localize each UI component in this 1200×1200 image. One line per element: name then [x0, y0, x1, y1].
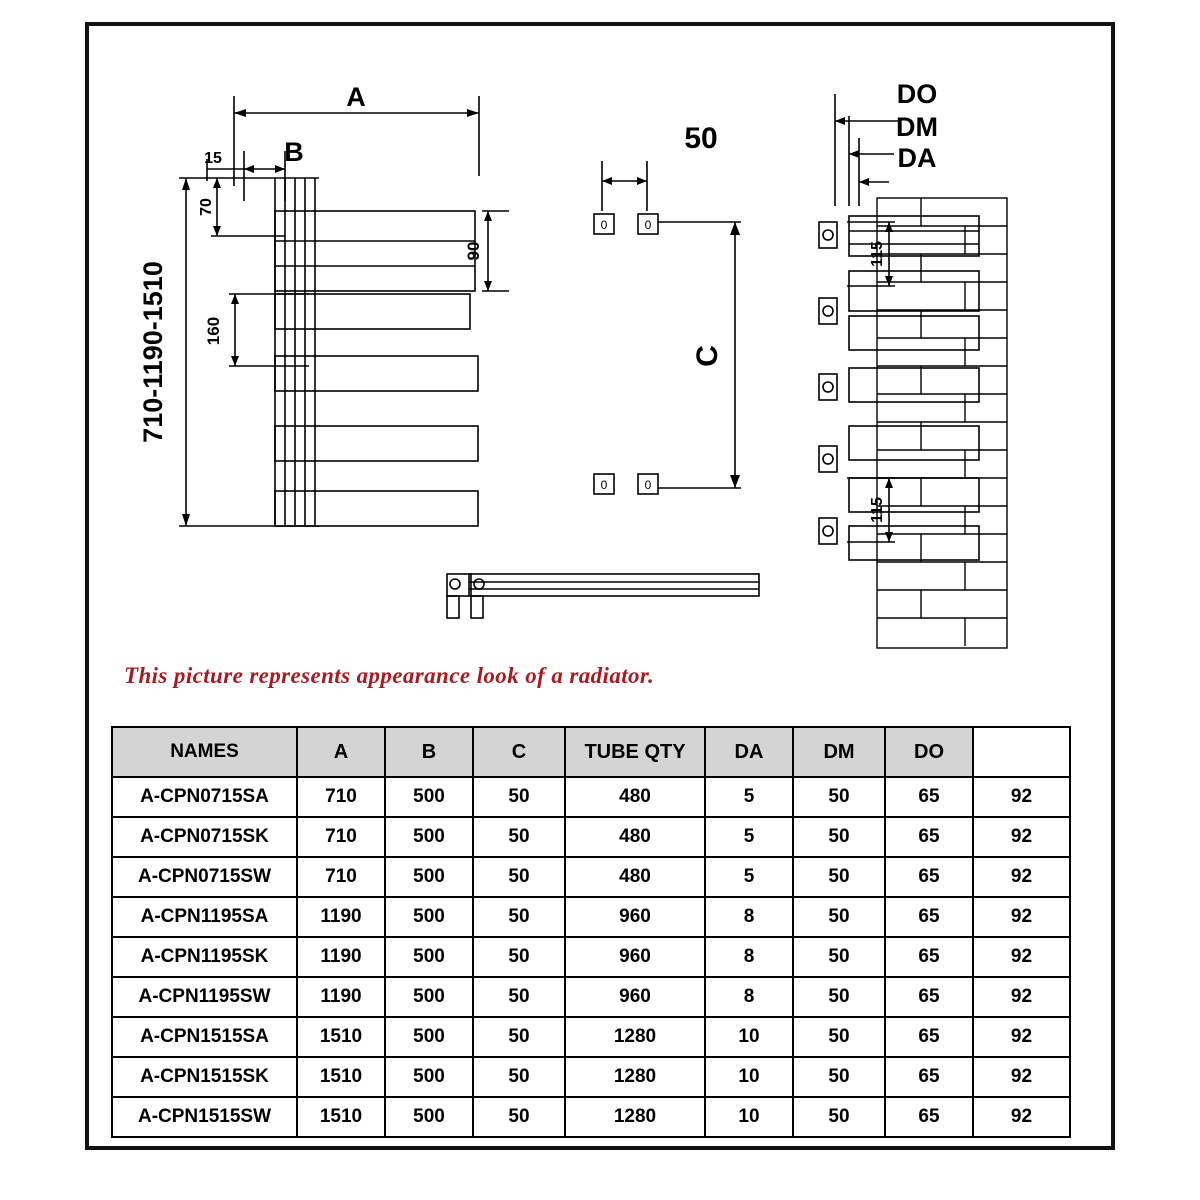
table-row — [112, 937, 1070, 977]
label-160: 160 — [204, 316, 223, 346]
cell-model: A-CPN0715SA — [112, 777, 297, 817]
cell-da: 50 — [793, 937, 885, 977]
cell-dm: 65 — [885, 1097, 973, 1137]
header-a: A — [297, 727, 385, 777]
cell-tube-qty: 8 — [705, 977, 793, 1017]
label-DO: DO — [896, 79, 938, 109]
cell-da: 50 — [793, 777, 885, 817]
cell-do: 92 — [973, 1057, 1070, 1097]
cell-da: 50 — [793, 1057, 885, 1097]
cell-b: 50 — [473, 1057, 565, 1097]
cell-model: A-CPN1515SK — [112, 1057, 297, 1097]
cell-dm: 65 — [885, 1057, 973, 1097]
cell-tube-qty: 5 — [705, 817, 793, 857]
table-row — [112, 817, 1070, 857]
label-DM: DM — [896, 112, 938, 142]
cell-height: 710 — [297, 777, 385, 817]
table-row — [112, 1097, 1070, 1137]
cell-model: A-CPN1195SK — [112, 937, 297, 977]
cell-a: 500 — [385, 937, 473, 977]
cell-height: 1190 — [297, 937, 385, 977]
cell-model: A-CPN1195SA — [112, 897, 297, 937]
bracket-zero-4: 0 — [644, 478, 652, 492]
cell-tube-qty: 10 — [705, 1097, 793, 1137]
cell-tube-qty: 8 — [705, 937, 793, 977]
table-header-row — [112, 727, 1070, 777]
cell-b: 50 — [473, 937, 565, 977]
cell-height: 1510 — [297, 1057, 385, 1097]
cell-model: A-CPN0715SK — [112, 817, 297, 857]
table-row — [112, 897, 1070, 937]
cell-b: 50 — [473, 977, 565, 1017]
cell-do: 92 — [973, 777, 1070, 817]
cell-a: 500 — [385, 777, 473, 817]
cell-do: 92 — [973, 897, 1070, 937]
label-15: 15 — [204, 150, 222, 167]
cell-a: 500 — [385, 1097, 473, 1137]
table-row — [112, 857, 1070, 897]
caption-text: This picture represents appearance look of a radiator. — [124, 663, 655, 688]
cell-c: 480 — [565, 777, 705, 817]
cell-tube-qty: 8 — [705, 897, 793, 937]
label-115-bottom: 115 — [869, 497, 886, 523]
header-dm: DM — [793, 727, 885, 777]
table-row — [112, 977, 1070, 1017]
cell-c: 1280 — [565, 1097, 705, 1137]
cell-c: 480 — [565, 857, 705, 897]
table-row — [112, 1017, 1070, 1057]
cell-da: 50 — [793, 1017, 885, 1057]
label-90: 90 — [464, 241, 483, 261]
cell-height: 710 — [297, 857, 385, 897]
bracket-zero-3: 0 — [600, 478, 608, 492]
cell-da: 50 — [793, 977, 885, 1017]
spec-table-wrapper — [111, 726, 1071, 1138]
label-70: 70 — [198, 198, 215, 216]
header-c: C — [473, 727, 565, 777]
cell-c: 960 — [565, 977, 705, 1017]
cell-c: 1280 — [565, 1057, 705, 1097]
cell-dm: 65 — [885, 937, 973, 977]
cell-a: 500 — [385, 897, 473, 937]
bracket-zero-2: 0 — [644, 218, 652, 232]
cell-c: 960 — [565, 897, 705, 937]
cell-do: 92 — [973, 817, 1070, 857]
cell-b: 50 — [473, 817, 565, 857]
header-tube-qty: TUBE QTY — [565, 727, 705, 777]
cell-c: 1280 — [565, 1017, 705, 1057]
cell-tube-qty: 10 — [705, 1057, 793, 1097]
cell-tube-qty: 10 — [705, 1017, 793, 1057]
cell-da: 50 — [793, 857, 885, 897]
cell-dm: 65 — [885, 1017, 973, 1057]
cell-a: 500 — [385, 817, 473, 857]
header-b: B — [385, 727, 473, 777]
cell-model: A-CPN0715SW — [112, 857, 297, 897]
label-C: C — [691, 345, 724, 367]
label-50: 50 — [684, 122, 718, 155]
cell-b: 50 — [473, 1017, 565, 1057]
cell-model: A-CPN1195SW — [112, 977, 297, 1017]
cell-dm: 65 — [885, 817, 973, 857]
cell-b: 50 — [473, 777, 565, 817]
cell-do: 92 — [973, 937, 1070, 977]
cell-c: 480 — [565, 817, 705, 857]
technical-drawing — [89, 26, 1111, 686]
cell-dm: 65 — [885, 777, 973, 817]
header-da: DA — [705, 727, 793, 777]
label-height-range: 710-1190-1510 — [138, 261, 168, 443]
cell-height: 1510 — [297, 1017, 385, 1057]
cell-a: 500 — [385, 1057, 473, 1097]
cell-do: 92 — [973, 1097, 1070, 1137]
cell-do: 92 — [973, 1017, 1070, 1057]
bracket-zero-1: 0 — [600, 218, 608, 232]
cell-height: 1510 — [297, 1097, 385, 1137]
cell-a: 500 — [385, 977, 473, 1017]
header-do: DO — [885, 727, 973, 777]
cell-height: 1190 — [297, 977, 385, 1017]
cell-a: 500 — [385, 857, 473, 897]
cell-b: 50 — [473, 1097, 565, 1137]
cell-height: 710 — [297, 817, 385, 857]
drawing-sheet — [85, 22, 1115, 1150]
cell-model: A-CPN1515SA — [112, 1017, 297, 1057]
cell-height: 1190 — [297, 897, 385, 937]
cell-do: 92 — [973, 977, 1070, 1017]
cell-model: A-CPN1515SW — [112, 1097, 297, 1137]
cell-da: 50 — [793, 897, 885, 937]
spec-table — [111, 726, 1071, 1138]
header-names: NAMES — [112, 727, 297, 777]
cell-b: 50 — [473, 857, 565, 897]
cell-da: 50 — [793, 1097, 885, 1137]
cell-b: 50 — [473, 897, 565, 937]
cell-tube-qty: 5 — [705, 857, 793, 897]
cell-dm: 65 — [885, 897, 973, 937]
cell-a: 500 — [385, 1017, 473, 1057]
cell-dm: 65 — [885, 857, 973, 897]
cell-dm: 65 — [885, 977, 973, 1017]
label-B: B — [284, 137, 304, 167]
label-115-top: 115 — [869, 241, 886, 267]
cell-c: 960 — [565, 937, 705, 977]
cell-da: 50 — [793, 817, 885, 857]
table-row — [112, 777, 1070, 817]
table-row — [112, 1057, 1070, 1097]
label-A: A — [346, 82, 366, 112]
cell-do: 92 — [973, 857, 1070, 897]
cell-tube-qty: 5 — [705, 777, 793, 817]
label-DA: DA — [897, 143, 937, 173]
